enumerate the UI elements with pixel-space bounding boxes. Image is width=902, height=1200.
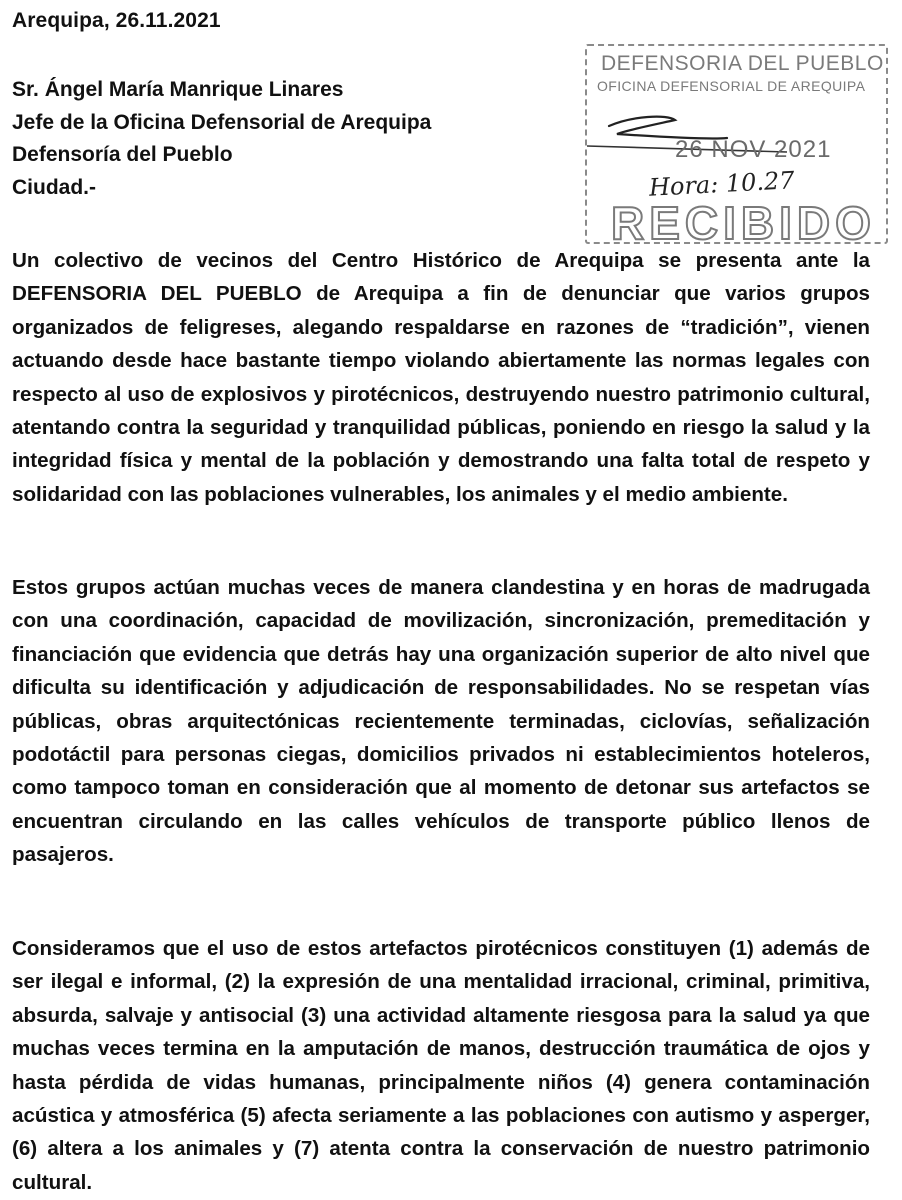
stamp-date: 26 NOV 2021: [675, 136, 832, 163]
addressee-position: Jefe de la Oficina Defensorial de Arequipa: [12, 110, 432, 134]
stamp-institution: DEFENSORIA DEL PUEBLO: [601, 52, 884, 75]
letter-paragraph: Estos grupos actúan muchas veces de manera clandestina y en horas de madrugada con una coordinación, capacidad de movilización, sincronización, premeditación y financiación que evidencia que detrás hay una organización superior de alto nivel que dificulta su identificación y adjudicación de responsabilidades. No se respetan vías públicas, obras arquitectónicas recientemente terminadas, ciclovías, señalización podotáctil para personas ciegas, domicilios privados ni establecimientos hoteleros, como tampoco toman en consideración que al momento de detonar sus artefactos se encuentran circulando en las calles vehículos de transporte público llenos de pasajeros.: [12, 576, 870, 867]
addressee-name: Sr. Ángel María Manrique Linares: [12, 78, 344, 101]
stamp-status: RECIBIDO: [611, 197, 876, 249]
received-stamp: [585, 44, 888, 249]
letter-paragraph: Consideramos que el uso de estos artefactos pirotécnicos constituyen (1) además de ser ilegal e informal, (2) la expresión de una mentalidad irracional, criminal, primitiva, absurda, salvaje y antisocial (3) una actividad altamente riesgosa para la salud ya que muchas veces termina en la amputación de manos, destrucción traumática de ojos y hasta pérdida de vidas humanas, principalmente niños (4) genera contaminación acústica y atmosférica (5) afecta seriamente a las poblaciones con autismo y asperger, (6) altera a los animales y (7) atenta contra la conservación de nuestro patrimonio cultural.: [12, 937, 870, 1194]
letter-date: Arequipa, 26.11.2021: [12, 9, 221, 32]
stamp-office: OFICINA DEFENSORIAL DE AREQUIPA: [597, 78, 866, 94]
stamp-time-handwritten: Hora: 10.27: [648, 166, 796, 202]
letter-paragraph: Un colectivo de vecinos del Centro Histórico de Arequipa se presenta ante la DEFENSORIA DEL PUEBLO de Arequipa a fin de denunciar que varios grupos organizados de feligreses, alegando respaldarse en razones de “tradición”, vienen actuando desde hace bastante tiempo violando abiertamente las normas legales con respecto al uso de explosivos y pirotécnicos, destruyendo nuestro patrimonio cultural, atentando contra la seguridad y tranquilidad públicas, poniendo en riesgo la salud y la integridad física y mental de la población y demostrando una falta total de respeto y solidaridad con las poblaciones vulnerables, los animales y el medio ambiente.: [12, 249, 870, 506]
addressee-city: Ciudad.-: [12, 175, 96, 199]
addressee-block: [12, 74, 572, 204]
addressee-institution: Defensoría del Pueblo: [12, 143, 233, 166]
